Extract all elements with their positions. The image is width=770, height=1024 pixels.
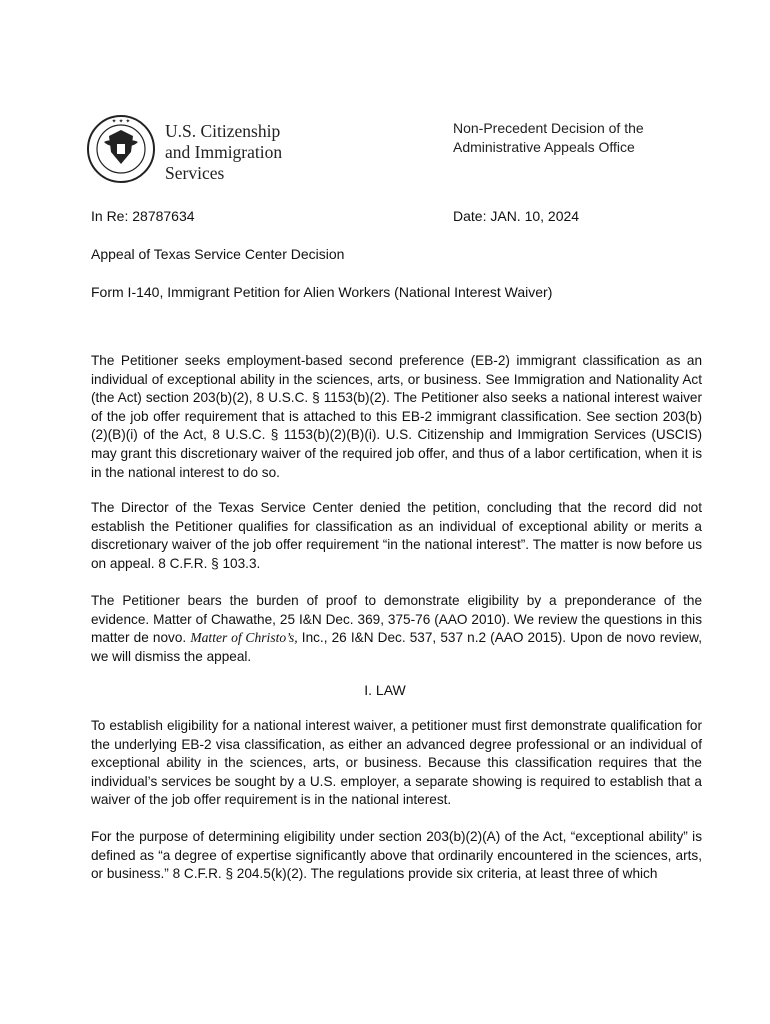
agency-line: and Immigration <box>165 142 283 162</box>
in-re-line: In Re: 28787634 <box>91 208 195 224</box>
decision-type-line: Administrative Appeals Office <box>453 139 635 155</box>
dhs-seal-icon <box>86 114 156 184</box>
paragraph-exceptional-ability: For the purpose of determining eligibility under section 203(b)(2)(A) of the Act, “exceptional ability” is defined as “a degree of expertise significantly above that ordinarily encountered in the sciences, arts, or business.” 8 C.F.R. § 204.5(k)(2). The regulations provide six criteria, at least three of which <box>91 829 702 882</box>
svg-text:✦ ✦ ✦: ✦ ✦ ✦ <box>111 118 131 125</box>
form-title: Form I-140, Immigrant Petition for Alien Workers (National Interest Waiver) <box>91 284 553 300</box>
decision-type-line: Non-Precedent Decision of the <box>453 120 644 136</box>
agency-line: U.S. Citizenship <box>165 121 281 141</box>
agency-line: Services <box>165 163 225 183</box>
section-heading: I. LAW <box>364 682 406 698</box>
appeal-title: Appeal of Texas Service Center Decision <box>91 246 345 262</box>
paragraph-denial: The Director of the Texas Service Center denied the petition, concluding that the record did not establish the Petitioner qualifies for classification as an individual of exceptional ability or merits a discretionary waiver of the job offer requirement “in the national interest”. The matter is now before us on appeal. 8 C.F.R. § 103.3. <box>91 500 702 571</box>
decision-date: Date: JAN. 10, 2024 <box>453 208 580 224</box>
case-citation: Matter of Christo’s, <box>190 630 298 646</box>
paragraph-petition: The Petitioner seeks employment-based second preference (EB-2) immigrant classification as an individual of exceptional ability in the sciences, arts, or business. See Immigration and Nationality Act (the Act) section 203(b)(2), 8 U.S.C. § 1153(b)(2). The Petitioner also seeks a national interest waiver of the job offer requirement that is attached to this EB-2 immigrant classification. See section 203(b)(2)(B)(i) of the Act, 8 U.S.C. § 1153(b)(2)(B)(i). U.S. Citizenship and Immigration Services (USCIS) may grant this discretionary waiver of the required job offer, and thus of a labor certification, when it is in the national interest to do so. <box>91 353 702 480</box>
agency-name <box>165 121 282 184</box>
burden-text: The Petitioner bears the burden of proof to demonstrate eligibility by a preponderance of the evidence. Matter of Chawathe, 25 I&N Dec. 369, 375-76 (AAO 2010). We review the questions in this matter de novo. <box>91 593 702 646</box>
burden-text-cont: Inc., 26 I&N Dec. 537, 537 n.2 (AAO 2015). Upon de novo review, we will dismiss the appeal. <box>91 630 703 664</box>
paragraph-eligibility: To establish eligibility for a national interest waiver, a petitioner must first demonstrate qualification for the underlying EB-2 visa classification, as either an advanced degree professional or an individual of exceptional ability in the sciences, arts, or business. Because this classification requires that the individual’s services be sought by a U.S. employer, a separate showing is required to establish that a waiver of the job offer requirement is in the national interest. <box>91 718 702 808</box>
paragraph-burden <box>91 592 702 666</box>
decision-type <box>453 119 644 157</box>
